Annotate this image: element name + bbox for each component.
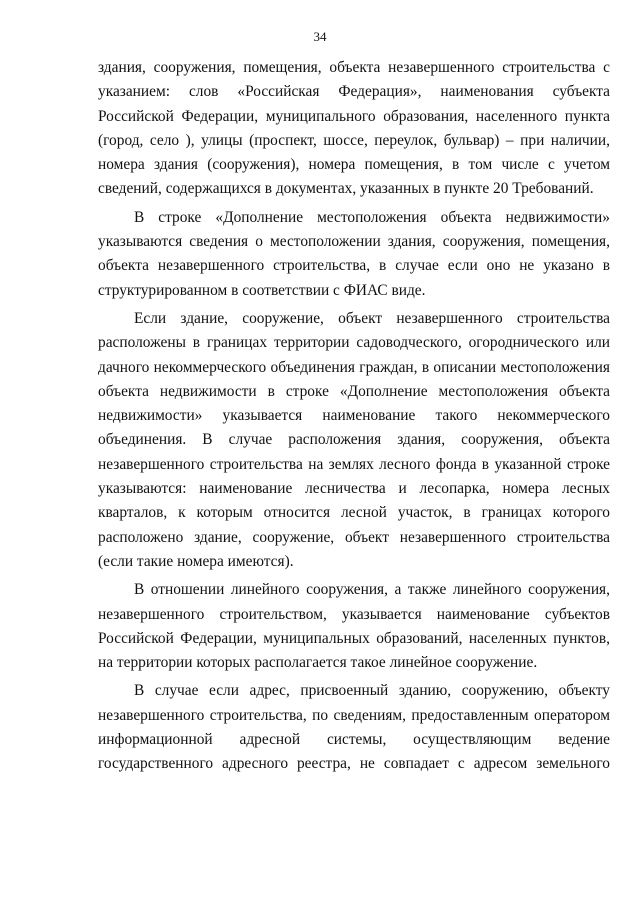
page-number: 34 xyxy=(313,29,327,44)
paragraph-address-continuation: здания, сооружения, помещения, объекта незавершенного строительства с указанием: слов «Российская Федерация», наименования субъекта Российской Федерации, муниципального образования, населенного пункта (город, село ), улицы (проспект, шоссе, переулок, бульвар) – при наличии, номера здания (сооружения), номера помещения, в том числе с учетом сведений, содержащихся в документах, указанных в пункте 20 Требований. xyxy=(98,59,610,198)
paragraph-nonprofit-association: Если здание, сооружение, объект незавершенного строительства расположены в границах территории садоводческого, огороднического или дачного некоммерческого объединения граждан, в описании местоположения объекта недвижимости в строке «Дополнение местоположения объекта недвижимости» указывается наименование такого некоммерческого объединения. В случае расположения здания, сооружения, объекта незавершенного строительства на землях лесного фонда в указанной строке указываются: наименование лесничества и лесопарка, номера лесных кварталов, к которым относится лесной участок, в границах которого расположено здание, сооружение, объект незавершенного строительства (если такие номера имеются). xyxy=(98,309,610,570)
paragraph-linear-structure: В отношении линейного сооружения, а также линейного сооружения, незавершенного строительством, указывается наименование субъектов Российской Федерации, муниципальных образований, населенных пунктов, на территории которых располагается такое линейное сооружение. xyxy=(98,581,610,672)
paragraph-location-supplement: В строке «Дополнение местоположения объекта недвижимости» указываются сведения о местоположении здания, сооружения, помещения, объекта незавершенного строительства, в случае если оно не указано в структурированном в соответствии с ФИАС виде. xyxy=(98,208,610,299)
paragraph-address-mismatch: В случае если адрес, присвоенный зданию, сооружению, объекту незавершенного строительства, по сведениям, предоставленным оператором информационной адресной системы, осуществляющим ведение государственного адресного реестра, не совпадает с адресом земельного xyxy=(98,682,610,773)
document-body xyxy=(98,56,610,781)
